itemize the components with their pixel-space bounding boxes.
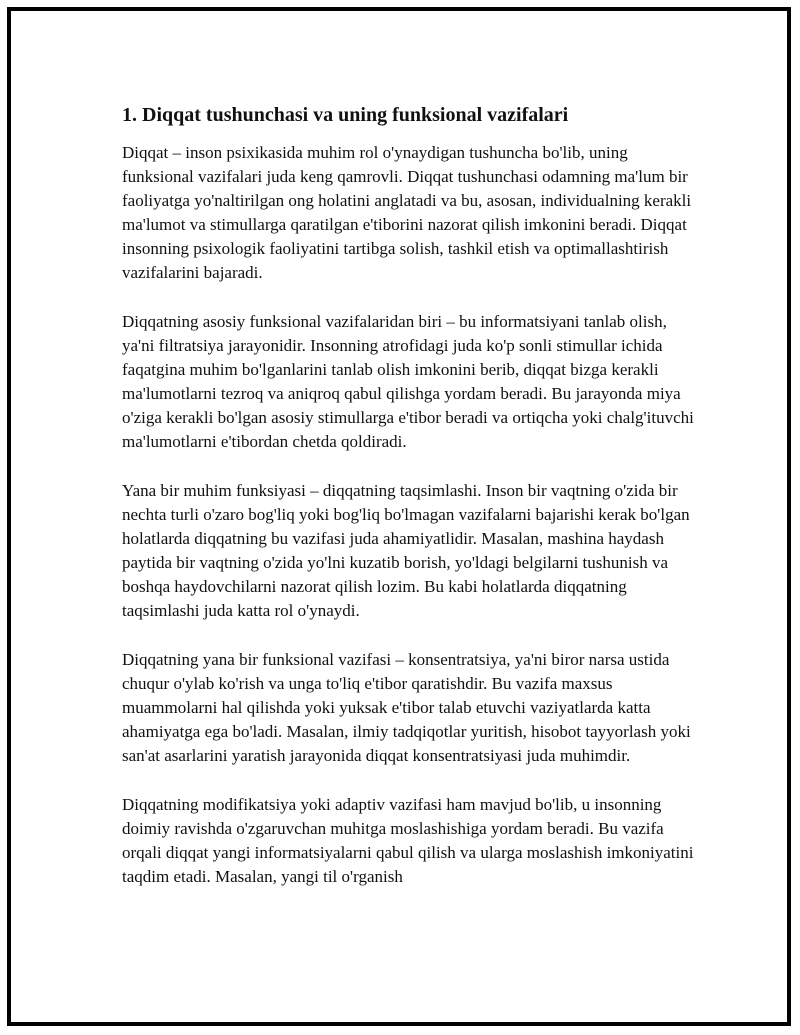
document-page bbox=[7, 7, 791, 1026]
document-content bbox=[122, 101, 702, 914]
paragraph-3: Yana bir muhim funksiyasi – diqqatning taqsimlashi. Inson bir vaqtning o'zida bir nechta turli o'zaro bog'liq yoki bog'liq bo'lmagan vazifalarni bajarishi kerak bo'lgan holatlarda diqqatning bu vazifasi juda ahamiyatlidir. Masalan, mashina haydash paytida bir vaqtning o'zida yo'lni kuzatib borish, yo'ldagi belgilarni tushunish va boshqa haydovchilarni nazorat qilish lozim. Bu kabi holatlarda diqqatning taqsimlashi juda katta rol o'ynaydi. bbox=[122, 481, 690, 620]
section-heading: 1. Diqqat tushunchasi va uning funksional vazifalari bbox=[122, 104, 569, 126]
paragraph-4: Diqqatning yana bir funksional vazifasi – konsentratsiya, ya'ni biror narsa ustida chuqur o'ylab ko'rish va unga to'liq e'tibor qaratishdir. Bu vazifa maxsus muammolarni hal qilishda yoki yuksak e'tibor talab etuvchi vaziyatlarda katta ahamiyatga ega bo'ladi. Masalan, ilmiy tadqiqotlar yuritish, hisobot tayyorlash yoki san'at asarlarini yaratish jarayonida diqqat konsentratsiyasi juda muhimdir. bbox=[122, 650, 691, 765]
paragraph-5: Diqqatning modifikatsiya yoki adaptiv vazifasi ham mavjud bo'lib, u insonning doimiy ravishda o'zgaruvchan muhitga moslashishiga yordam beradi. Bu vazifa orqali diqqat yangi informatsiyalarni qabul qilish va ularga moslashish imkoniyatini taqdim etadi. Masalan, yangi til o'rganish bbox=[122, 795, 694, 886]
paragraph-1: Diqqat – inson psixikasida muhim rol o'ynaydigan tushuncha bo'lib, uning funksional vazifalari juda keng qamrovli. Diqqat tushunchasi odamning ma'lum bir faoliyatga yo'naltirilgan ong holatini anglatadi va bu, asosan, individualning kerakli ma'lumot va stimullarga qaratilgan e'tiborini nazorat qilish imkonini beradi. Diqqat insonning psixologik faoliyatini tartibga solish, tashkil etish va optimallashtirish vazifalarini bajaradi. bbox=[122, 143, 692, 282]
paragraph-2: Diqqatning asosiy funksional vazifalaridan biri – bu informatsiyani tanlab olish, ya'ni filtratsiya jarayonidir. Insonning atrofidagi juda ko'p sonli stimullar ichida faqatgina muhim bo'lganlarini tanlab olish imkonini berib, diqqat bizga kerakli ma'lumotlarni tezroq va aniqroq qabul qilishga yordam beradi. Bu jarayonda miya o'ziga kerakli bo'lgan asosiy stimullarga e'tibor beradi va ortiqcha yoki chalg'ituvchi ma'lumotlarni e'tibordan chetda qoldiradi. bbox=[122, 312, 694, 451]
